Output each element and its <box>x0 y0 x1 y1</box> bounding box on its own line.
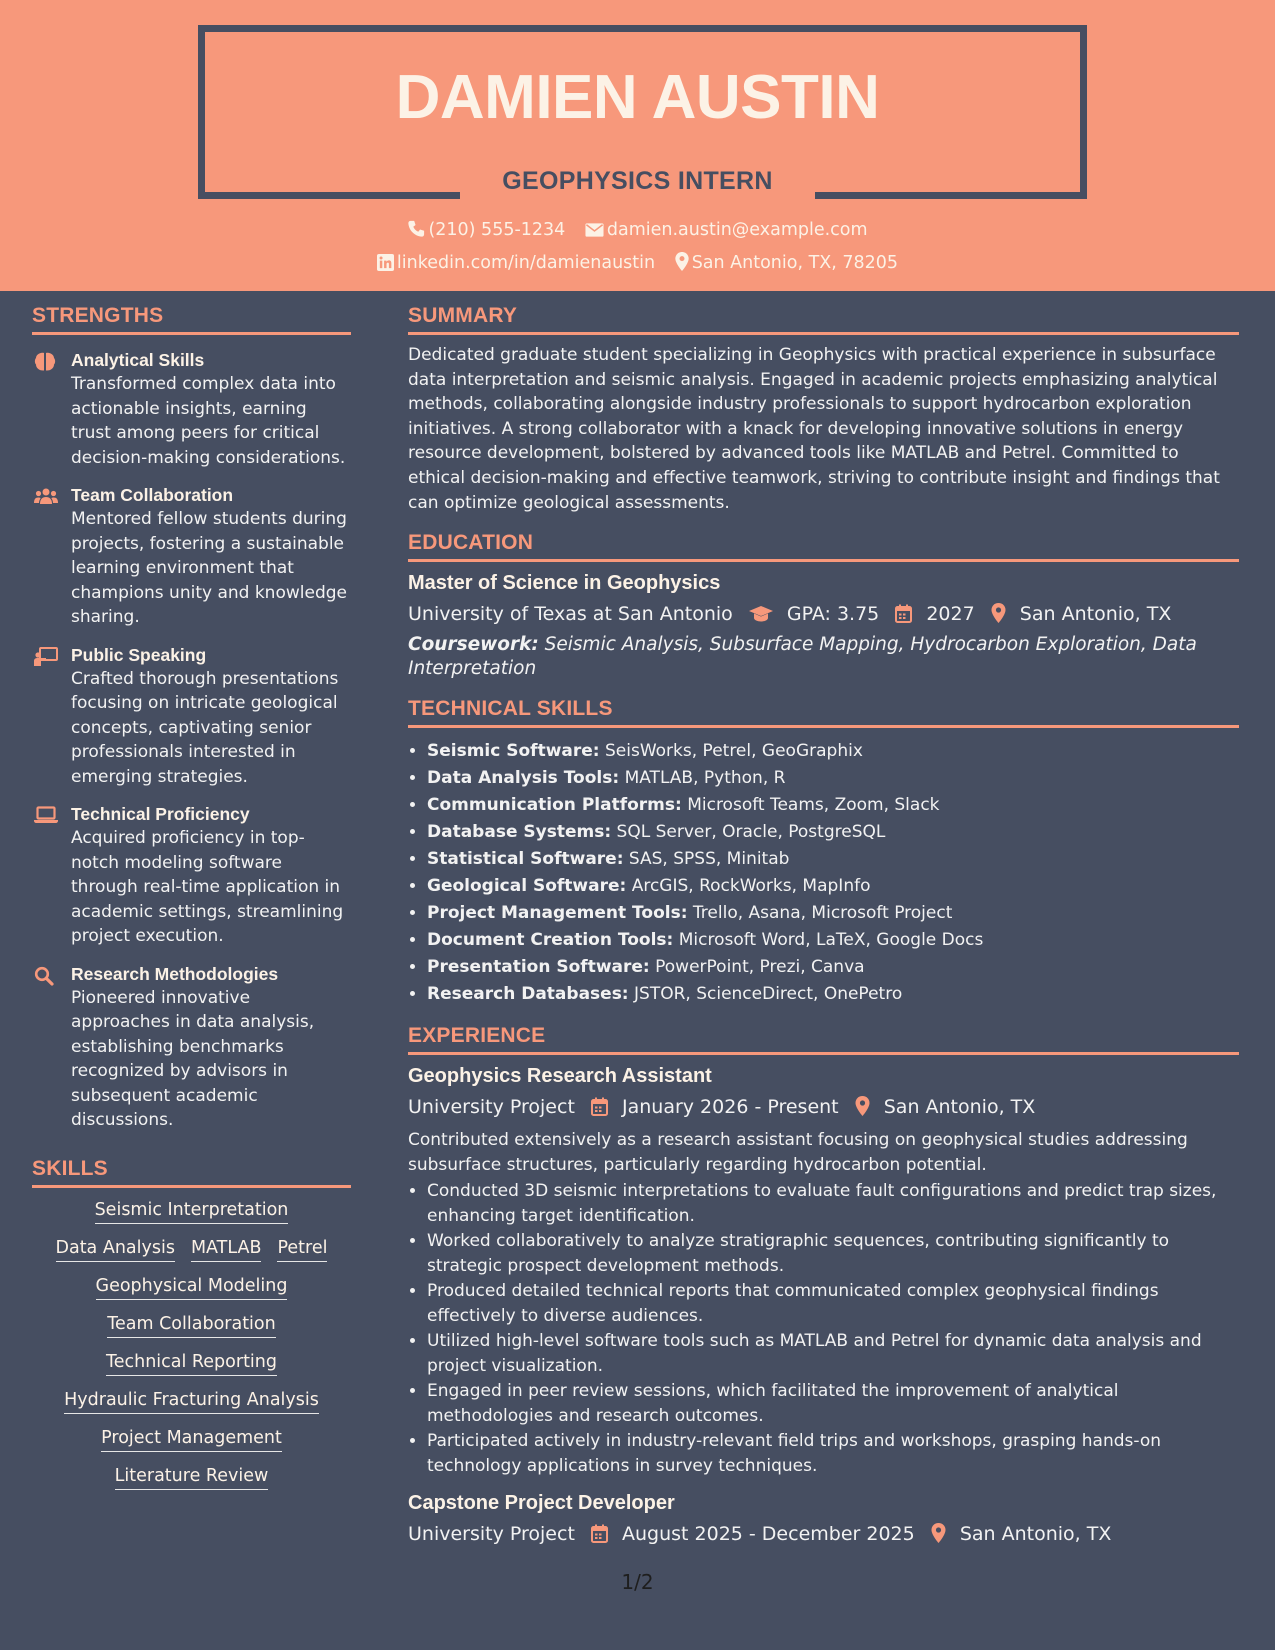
role-wrap <box>460 160 815 206</box>
phone-icon <box>407 220 425 238</box>
contact-row-2 <box>0 252 1275 273</box>
education-meta <box>408 603 1239 625</box>
job-summary: Contributed extensively as a research assistant focusing on geophysical studies addressing subsurface structures, particularly regarding hydrocarbon potential. <box>408 1130 1188 1175</box>
skill-tag: MATLAB <box>191 1238 262 1262</box>
laptop-icon <box>34 806 58 824</box>
skill-tag: Project Management <box>101 1428 282 1452</box>
calendar-icon <box>591 1097 608 1116</box>
strength-item <box>32 484 351 630</box>
job-title: Geophysics Research Assistant <box>408 1065 712 1088</box>
linkedin-text: linkedin.com/in/damienaustin <box>396 253 656 273</box>
coursework <box>408 633 1239 681</box>
tech-skill-label: Document Creation Tools: <box>427 930 674 951</box>
map-pin-icon <box>855 1096 870 1116</box>
strength-description: Crafted thorough presentations focusing on intricate geological concepts, captivating senior professionals interested in emerging strategies. <box>71 668 339 787</box>
education-heading: EDUCATION <box>408 531 1239 562</box>
tech-skill-label: Research Databases: <box>427 984 629 1005</box>
coursework-label: Coursework: <box>408 634 539 656</box>
graduation-year: 2027 <box>926 603 975 626</box>
list-item <box>427 846 1239 873</box>
tech-skill-value: SAS, SPSS, Minitab <box>628 849 790 870</box>
list-item <box>427 900 1239 927</box>
coursework-list: Seismic Analysis, Subsurface Mapping, Hydrocarbon Exploration, Data Interpretation <box>408 634 1197 680</box>
strength-title: Research Methodologies <box>71 963 279 984</box>
job-bullets <box>408 1179 1239 1478</box>
tech-skill-label: Presentation Software: <box>427 957 650 978</box>
job-dates: August 2025 - December 2025 <box>621 1523 915 1546</box>
header-banner <box>0 0 1275 291</box>
tech-skill-label: Geological Software: <box>427 876 627 897</box>
tech-skill-value: Trello, Asana, Microsoft Project <box>692 903 953 924</box>
skill-tag: Data Analysis <box>56 1238 175 1262</box>
strength-description: Acquired proficiency in top-notch modeling software through real-time application in academic settings, streamlining project execution. <box>71 828 344 946</box>
job-dates: January 2026 - Present <box>621 1096 839 1119</box>
graduation-cap-icon <box>749 605 773 623</box>
map-pin-icon <box>675 252 689 271</box>
job-meta <box>408 1523 1239 1545</box>
email-contact[interactable] <box>585 220 868 240</box>
list-item: • Worked collaboratively to analyze stratigraphic sequences, contributing significantly to strategic prospect development methods. <box>427 1229 1239 1278</box>
technical-skills-heading: TECHNICAL SKILLS <box>408 697 1239 728</box>
job-location: San Antonio, TX <box>883 1096 1036 1119</box>
map-pin-icon <box>931 1523 946 1543</box>
list-item: • Participated actively in industry-relevant field trips and workshops, grasping hands-on technology applications in survey techniques. <box>427 1429 1239 1478</box>
list-item <box>427 819 1239 846</box>
right-column <box>408 304 1239 1545</box>
calendar-icon <box>591 1524 608 1543</box>
strength-item <box>32 963 351 1133</box>
strength-title: Public Speaking <box>71 644 207 665</box>
job-role: GEOPHYSICS INTERN <box>502 167 773 195</box>
brain-icon <box>34 352 56 372</box>
summary-text: Dedicated graduate student specializing in Geophysics with practical experience in subsurface data interpretation and seismic analysis. Engaged in academic projects emphasizing analytical methods, collaborating alongside industry professionals to support hydrocarbon exploration initiatives. A strong collaborator with a knack for developing innovative solutions in energy resource development, bolstered by advanced tools like MATLAB and Petrel. Committed to ethical decision-making and effective teamwork, striving to contribute insight and findings that can optimize geological assessments. <box>408 345 1220 513</box>
left-column <box>32 304 351 1504</box>
skill-tag: Geophysical Modeling <box>96 1276 288 1300</box>
list-item: • Engaged in peer review sessions, which facilitated the improvement of analytical methodologies and research outcomes. <box>427 1379 1239 1428</box>
tech-skill-value: Microsoft Teams, Zoom, Slack <box>687 795 940 816</box>
tech-skill-value: MATLAB, Python, R <box>624 768 786 789</box>
phone-contact[interactable] <box>407 220 565 240</box>
tech-skill-label: Data Analysis Tools: <box>427 768 620 789</box>
gpa-text: GPA: 3.75 <box>786 603 880 626</box>
location-contact <box>675 252 898 273</box>
tech-skill-value: ArcGIS, RockWorks, MapInfo <box>631 876 871 897</box>
presentation-icon <box>34 647 58 667</box>
degree-title: Master of Science in Geophysics <box>408 572 721 595</box>
envelope-icon <box>585 222 604 238</box>
list-item <box>427 954 1239 981</box>
strength-title: Analytical Skills <box>71 350 205 370</box>
skill-tag: Hydraulic Fracturing Analysis <box>64 1390 319 1414</box>
strength-description: Pioneered innovative approaches in data analysis, establishing benchmarks recognized by advisors in subsequent academic discussions. <box>71 987 315 1130</box>
map-pin-icon <box>991 603 1006 623</box>
skill-tag: Literature Review <box>115 1466 269 1490</box>
email-text: damien.austin@example.com <box>606 220 868 240</box>
calendar-icon <box>895 604 912 623</box>
list-item <box>427 792 1239 819</box>
job-org: University Project <box>408 1096 575 1119</box>
strengths-heading: STRENGTHS <box>32 304 351 335</box>
experience-heading: EXPERIENCE <box>408 1024 1239 1055</box>
linkedin-icon <box>377 254 394 271</box>
list-item <box>427 981 1239 1008</box>
list-item <box>427 927 1239 954</box>
school-name: University of Texas at San Antonio <box>408 603 733 626</box>
contact-row-1 <box>0 220 1275 240</box>
list-item <box>427 738 1239 765</box>
strength-item <box>32 349 351 470</box>
tech-skill-label: Communication Platforms: <box>427 795 682 816</box>
strength-description: Mentored fellow students during projects, fostering a sustainable learning environment that champions unity and knowledge sharing. <box>71 509 347 627</box>
skill-tag: Petrel <box>277 1238 327 1262</box>
skill-tag: Seismic Interpretation <box>95 1200 289 1224</box>
list-item: • Conducted 3D seismic interpretations to evaluate fault configurations and predict trap sizes, enhancing target identification. <box>427 1179 1239 1228</box>
tech-skill-label: Project Management Tools: <box>427 903 688 924</box>
users-icon <box>34 487 58 505</box>
tech-skill-label: Seismic Software: <box>427 741 600 762</box>
location-text: San Antonio, TX, 78205 <box>691 253 899 273</box>
tech-skill-value: SeisWorks, Petrel, GeoGraphix <box>605 741 863 762</box>
job-org: University Project <box>408 1523 575 1546</box>
list-item: • Produced detailed technical reports that communicated complex geophysical findings effectively to diverse audiences. <box>427 1279 1239 1328</box>
skill-tag: Technical Reporting <box>106 1352 277 1376</box>
search-icon <box>34 966 54 986</box>
job-title: Capstone Project Developer <box>408 1492 675 1515</box>
list-item <box>427 765 1239 792</box>
skill-tag: Team Collaboration <box>107 1314 275 1338</box>
page-number: 1/2 <box>621 1570 654 1594</box>
strength-item <box>32 644 351 790</box>
phone-text: (210) 555-1234 <box>428 220 566 240</box>
candidate-name: DAMIEN AUSTIN <box>395 63 880 132</box>
school-location: San Antonio, TX <box>1019 603 1172 626</box>
list-item <box>427 873 1239 900</box>
tech-skill-label: Database Systems: <box>427 822 612 843</box>
tech-skill-label: Statistical Software: <box>427 849 624 870</box>
strength-title: Team Collaboration <box>71 485 234 505</box>
tech-skill-value: Microsoft Word, LaTeX, Google Docs <box>678 930 984 951</box>
strength-title: Technical Proficiency <box>71 804 250 824</box>
job-meta <box>408 1096 1239 1118</box>
job-location: San Antonio, TX <box>959 1523 1112 1546</box>
skills-heading: SKILLS <box>32 1157 351 1188</box>
linkedin-contact[interactable] <box>377 253 655 273</box>
strength-item <box>32 803 351 949</box>
tech-skill-value: JSTOR, ScienceDirect, OnePetro <box>634 984 903 1005</box>
list-item: • Utilized high-level software tools such as MATLAB and Petrel for dynamic data analysis and project visualization. <box>427 1329 1239 1378</box>
tech-skill-value: PowerPoint, Prezi, Canva <box>655 957 865 978</box>
skills-list <box>32 1200 351 1490</box>
strength-description: Transformed complex data into actionable insights, earning trust among peers for critical decision-making considerations. <box>71 374 346 468</box>
summary-heading: SUMMARY <box>408 304 1239 335</box>
technical-skills-list <box>408 738 1239 1008</box>
tech-skill-value: SQL Server, Oracle, PostgreSQL <box>616 822 886 843</box>
